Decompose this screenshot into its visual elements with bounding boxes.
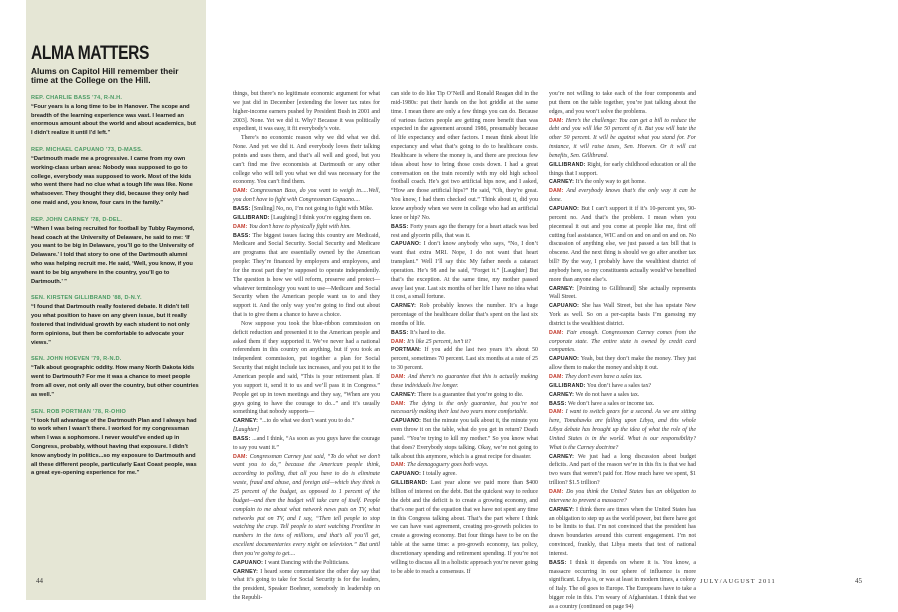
quote-speaker: SEN. JOHN HOEVEN ’79, R-N.D. xyxy=(31,356,122,363)
article-paragraph xyxy=(549,329,696,356)
article-paragraph xyxy=(549,90,696,117)
paragraph-text: [Laughing] I think you’re egging them on. xyxy=(271,214,372,221)
article-paragraph xyxy=(233,426,380,435)
paragraph-text: Congressman Bass, do you want to weigh in.....Well, you don’t have to fight with Congressman Capuano.... xyxy=(233,188,380,204)
sidebar-quote xyxy=(31,147,199,208)
speaker-label: DAM: xyxy=(233,453,248,460)
speaker-label: DAM: xyxy=(233,223,248,230)
quote-speaker: REP. MICHAEL CAPUANO ’73, D-MASS. xyxy=(31,147,143,153)
sidebar-subtitle: Alums on Capitol Hill remember their time at the College on the Hill. xyxy=(31,66,179,86)
speaker-label: CAPUANO: xyxy=(391,241,422,248)
quote-text: “Dartmouth made me a progressive. I came from my own working-class urban area: Nobody was supposed to go to college, everybody was supposed to work. Most of the kids who went there had no clue what a tough life was like. None whatsoever. They thought they did, because they only had one maid and, you know, four cars in the family.” xyxy=(31,156,193,206)
article-paragraph xyxy=(549,355,696,373)
article-paragraph xyxy=(391,470,538,479)
article-paragraph xyxy=(549,117,696,161)
paragraph-text: The biggest issues facing this country are Medicaid, Medicare and Social Security. Social Security and Medicare are programs that are essentially owned by the American people: They’re financed by employers and employees, and for the most part they’re supposed to operate independently. The question is how we will reform, preserve and protect—whatever terminology you want to use—Medicare and Social Security when the American people want us to and they support it. And the only way you’re going to find out about that is to give them a chance to have a choice. xyxy=(233,232,380,319)
article-paragraph xyxy=(391,302,538,329)
speaker-label: BASS: xyxy=(233,232,251,239)
article-paragraph xyxy=(549,400,696,409)
article-paragraph xyxy=(391,329,538,338)
speaker-label: GILLIBRAND: xyxy=(233,214,270,221)
speaker-label: DAM: xyxy=(233,188,248,195)
sidebar-panel xyxy=(26,0,206,600)
article-paragraph xyxy=(233,214,380,223)
quote-text: “Talk about geographic oddity. How many North Dakota kids went to Dartmouth? For me it was a chance to meet people from all over, not only all over the country, but other countries as well.” xyxy=(31,365,199,398)
quote-text: “When I was being recruited for football by Tubby Raymond, head coach at the University of Delaware, he said to me: ‘If you want to be big in Delaware, you’ll go to the University of Delaware.’ I told that story to one of the Dartmouth alumni who was helping recruit me. He said, ‘Well, you know, if you want to be big anywhere in the country, you’ll go to Dartmouth.’ ” xyxy=(31,225,195,285)
article-paragraph xyxy=(391,461,538,470)
article-paragraph xyxy=(549,506,696,559)
speaker-label: DAM: xyxy=(549,374,564,380)
article-paragraph xyxy=(391,400,538,418)
speaker-label: CAPUANO: xyxy=(391,418,422,425)
article-column-3 xyxy=(549,90,696,612)
article-paragraph xyxy=(391,479,538,576)
sidebar-quote xyxy=(31,295,199,347)
quote-speaker: REP. CHARLIE BASS ’74, R-N.H. xyxy=(31,94,123,101)
speaker-label: CARNEY: xyxy=(391,303,417,310)
paragraph-text: I want Dancing with the Politicians. xyxy=(264,559,350,566)
speaker-label: CARNEY: xyxy=(233,418,259,425)
speaker-label: DAM: xyxy=(549,409,564,416)
paragraph-text: Yeah, but they don’t make the money. They just allow them to make the money and ship it out. xyxy=(549,356,696,372)
article-paragraph xyxy=(549,488,696,506)
paragraph-text: And everybody knows that’s the only way it can be done. xyxy=(549,188,696,204)
article-paragraph xyxy=(391,346,538,373)
paragraph-text: You don’t have to physically fight with him. xyxy=(249,223,351,230)
paragraph-text: She has Wall Street, but she has upstate New York as well. So on a per-capita basis I’m guessing my district is the wealthiest district. xyxy=(549,303,696,327)
speaker-label: DAM: xyxy=(391,400,406,407)
paragraph-text: Here’s the challenge: You can get a bill to reduce the debt and you will like 50 percent of it. But you will hate the other 50 percent. It will be against what you stand for. For instance, it will raise taxes, Sen. Hoeven. Or it will cut benefits, Sen. Gillibrand. xyxy=(549,117,697,159)
speaker-label: BASS: xyxy=(391,223,409,230)
paragraph-text: I totally agree. xyxy=(422,471,457,478)
speaker-label: GILLIBRAND: xyxy=(391,480,428,487)
paragraph-text: We don’t have a sales or income tax. xyxy=(567,400,655,407)
speaker-label: DAM: xyxy=(391,374,406,380)
paragraph-text: You don’t have a sales tax? xyxy=(586,382,652,389)
paragraph-text: [Smiling] No, no, I’m not going to fight with Mike. xyxy=(251,205,374,212)
article-paragraph xyxy=(549,178,696,187)
speaker-label: CAPUANO: xyxy=(549,303,580,310)
article-paragraph xyxy=(233,453,380,559)
paragraph-text: I think it depends on where it is. You know, a massacre occurring in our sphere of influence is more significant. Libya is, or was at least in modern times, a colony of Italy. The oil goes to Europe. The Europeans have to take a bigger role in this. I’m weary of Afghanistan. I think that we as a country (continued on page 94) xyxy=(549,559,696,610)
quote-text: “Four years is a long time to be in Hanover. The scope and breadth of the learning experience was vast. I learned an enormous amount about the world and about academics, but I didn’t realize it until I’d left.” xyxy=(31,103,196,137)
paragraph-text: They don’t even have a sales tax. xyxy=(565,374,643,380)
page-number-right: 45 xyxy=(855,577,862,585)
sidebar-quote xyxy=(31,217,199,287)
paragraph-text: Forty years ago the therapy for a heart attack was bed rest and glycerin pills, that was it. xyxy=(391,223,538,239)
quote-text: “I found that Dartmouth really fostered debate. It didn’t tell you what position to have on any given issue, but it really fostered that individual growth by each student to not only form opinions, but then be comfortable to advocate your views.” xyxy=(31,304,190,346)
article-paragraph xyxy=(549,373,696,382)
article-paragraph xyxy=(549,161,696,179)
paragraph-text: I heard some commentator the other day say that what it’s going to take for Social Security is for the leaders, the president, Speaker Boehner, somebody in leadership on the Republi- xyxy=(233,568,380,602)
article-column-1 xyxy=(233,90,380,603)
article-paragraph xyxy=(233,320,380,417)
paragraph-text: “...to do what we don’t want you to do.” xyxy=(259,418,355,425)
paragraph-text: I think there are times when the United States has an obligation to step up as the world power, but there have got to be limits to that. I’m not convinced that the president has drawn boundaries around this current engagement. I’m not convinced, frankly, that Libya meets that test of national interest. xyxy=(549,506,696,557)
article-paragraph xyxy=(233,187,380,205)
paragraph-text: The dying is the only guarantee, but you’re not necessarily making their last two years more comfortable. xyxy=(391,400,538,416)
quote-text: “I took full advantage of the Dartmouth Plan and I always had to work when I wasn’t there. I worked for my congressman when I was a sophomore. I never would’ve ended up in Congress, probably, without having that exposure. I didn’t know anybody in politics...so my exposure to Dartmouth and all these different people, particularly East Coast people, was a great eye-opening experience for me.” xyxy=(31,417,197,477)
speaker-label: BASS: xyxy=(233,205,251,212)
paragraph-text: But I can’t support it if it’s 10-percent yes, 90-percent no. And that’s the problem. I mean when you piecemeal it out and you come at people like me, first off cutting fuel assistance, WIC and on and on and on and on. No discussion of anything else, we just passed a tax bill that is obscene. And the next thing is should we go after another tax bill? By the way, I probably have the wealthiest district of anybody here, so my constituents actually would’ve benefited more than anyone else’s. xyxy=(549,205,696,283)
quote-speaker: SEN. ROB PORTMAN ’78, R-OHIO xyxy=(31,408,127,415)
speaker-label: BASS: xyxy=(233,435,251,442)
article-paragraph xyxy=(391,90,538,223)
paragraph-text: Do you think the United States has an obligation to intervene to prevent a massacre? xyxy=(549,488,696,504)
article-paragraph xyxy=(391,373,538,391)
paragraph-text: I want to switch gears for a second. As we are sitting here, Tomahawks are falling upon Libya, and this whole Libya debate has brought up the idea of what the role of the United States is in the world. What is our responsibility? What is the Carney doctrine? xyxy=(549,409,696,451)
sidebar-quotes xyxy=(31,95,199,478)
paragraph-text: It’s hard to die. xyxy=(409,329,446,336)
page-gutter xyxy=(0,0,26,600)
paragraph-text: There’s no economic reason why we did what we did. None. And yet we did it. And everybody loves their talking points and uses them, and that’s all well and good, but you can’t find me five economists at Dartmouth or any other college who will tell you what we did was necessary for the economy. You can’t find them. xyxy=(233,135,380,186)
speaker-label: DAM: xyxy=(391,462,406,469)
article-paragraph xyxy=(549,453,696,488)
paragraph-text: I don’t know anybody who says, “No, I don’t want that extra MRI. Nope, I do not want that heart transplant.” Well I’ll say this: My father needs a cataract operation. He’s 98 and he said, “Forget it.” [Laughter] But that’s the exception. At the same time, my mother passed away last year. Last six months of her life I have no idea what it cost, a small fortune. xyxy=(391,241,538,301)
paragraph-text: can side to do like Tip O’Neill and Ronald Reagan did in the mid-1980s: put their hands on the hot griddle at the same time. I mean there are only a few things you can do. Because of various factors people are getting more benefit than was expected in the agreement around 1986, presumably because of life expectancy and other factors. I mean think about life expectancy and what that’s going to do to healthcare costs. Healthcare is where the money is, and there are precious few ideas about how to bring those costs down. I had a great conversation on the train recently with my old high school football coach. He’s got two artificial hips now, and I asked, “How are those artificial hips?” He said, “Oh, they’re great. You know, I had them checked out.” Think about it, did you know anybody when we were in college who had an artificial knee or hip? No. xyxy=(391,91,538,221)
speaker-label: CARNEY: xyxy=(549,179,575,186)
article-paragraph xyxy=(549,205,696,285)
article-paragraph xyxy=(233,134,380,187)
folio-date: JULY/AUGUST 2011 xyxy=(700,578,776,585)
speaker-label: CARNEY: xyxy=(549,506,575,513)
article-paragraph xyxy=(391,391,538,400)
speaker-label: GILLIBRAND: xyxy=(549,382,586,389)
article-paragraph xyxy=(233,90,380,134)
article-paragraph xyxy=(549,187,696,205)
article-paragraph xyxy=(233,435,380,453)
article-paragraph xyxy=(391,338,538,347)
speaker-label: CARNEY: xyxy=(549,453,575,460)
article-paragraph xyxy=(549,391,696,400)
paragraph-text: Rob probably knows the number. It’s a huge percentage of the healthcare dollar that’s spent on the last six months of life. xyxy=(391,303,538,327)
quote-speaker: REP. JOHN CARNEY ’78, D-DEL. xyxy=(31,216,123,223)
speaker-label: DAM: xyxy=(391,338,406,345)
paragraph-text: ...and I think, “As soon as you guys have the courage to say you want it.” xyxy=(233,435,381,451)
speaker-label: DAM: xyxy=(549,117,564,124)
speaker-label: DAM: xyxy=(549,488,564,495)
paragraph-text: Congressman Carney just said, “To do what we don’t want you to do,” because the American people think, according to polling, that all you have to do is eliminate waste, fraud and abuse, and foreign aid—which they think is 25 percent of the budget, as opposed to 1 percent of the budget—and then the budget will take care of itself. People complain to me about what network news puts on TV, what networks put on TV, and I say, “Then tell people to stop watching the crap. Tell people to start watching Frontline in numbers in the tens of millions, and that’s all you’ll get, excellent documentaries every night on television.” But until then you’re going to get.... xyxy=(233,453,380,557)
paragraph-text: [Laughter] xyxy=(233,427,260,434)
sidebar-quote xyxy=(31,356,199,399)
article-paragraph xyxy=(233,223,380,232)
speaker-label: BASS: xyxy=(391,329,409,336)
sidebar-title: ALMA MATTERS xyxy=(31,43,149,64)
article-paragraph xyxy=(391,240,538,302)
speaker-label: CARNEY: xyxy=(391,391,417,398)
paragraph-text: It’s the only way to get home. xyxy=(575,179,646,186)
speaker-label: CAPUANO: xyxy=(549,356,580,363)
article-paragraph xyxy=(391,417,538,461)
sidebar-quote xyxy=(31,95,199,138)
speaker-label: CARNEY: xyxy=(549,391,575,398)
sidebar-content xyxy=(31,44,199,478)
paragraph-text: The demagoguery goes both ways. xyxy=(407,462,489,469)
paragraph-text: Right, for early childhood education or all the things that I support. xyxy=(549,161,696,177)
paragraph-text: But the minute you talk about it, the minute you even throw it on the table, what do you get in return? Death panel. “You’re trying to kill my mother.” So you know what that does? Everybody stops talking. Okay, we’re not going to talk about this anymore, which is a great recipe for disaster. xyxy=(391,418,538,460)
speaker-label: CAPUANO: xyxy=(233,559,264,566)
article-paragraph xyxy=(233,232,380,320)
article-paragraph xyxy=(549,408,696,452)
page-number-left: 44 xyxy=(36,577,43,585)
paragraph-text: Last year alone we paid more than $400 billion of interest on the debt. But the quickest way to reduce the debt and the deficit is to create a growing economy, and that’s one part of the equation that we have not spent any time in this Congress talking about. That’s the part where I think we can have vast agreement, creating pro-growth policies to create a growing economy. But four things have to be on the table at the same time: a pro-growth economy, tax policy, discretionary spending and retirement spending. If you’re not willing to discuss all in a holistic approach you’re never going to be able to reach a consensus. If xyxy=(391,480,538,575)
article-paragraph xyxy=(391,223,538,241)
speaker-label: DAM: xyxy=(549,329,564,336)
paragraph-text: [Pointing to Gillibrand] She actually represents Wall Street. xyxy=(549,285,696,301)
speaker-label: PORTMAN: xyxy=(391,347,422,354)
article-column-2 xyxy=(391,90,538,576)
article-paragraph xyxy=(233,568,380,603)
paragraph-text: There is a guarantee that you’re going to die. xyxy=(417,391,524,398)
article-paragraph xyxy=(549,559,696,612)
sidebar-quote xyxy=(31,409,199,479)
speaker-label: GILLIBRAND: xyxy=(549,161,586,168)
paragraph-text: If you add the last two years it’s about 50 percent, sometimes 70 percent. Last six months at a rate of 25 to 30 percent. xyxy=(391,347,538,372)
speaker-label: BASS: xyxy=(549,559,567,566)
paragraph-text: We do not have a sales tax. xyxy=(575,391,640,398)
speaker-label: BASS: xyxy=(549,400,567,407)
speaker-label: CARNEY: xyxy=(549,285,575,292)
paragraph-text: It’s like 25 percent, isn’t it? xyxy=(407,338,471,345)
speaker-label: CAPUANO: xyxy=(549,205,580,212)
speaker-label: CARNEY: xyxy=(233,568,259,575)
article-paragraph xyxy=(233,559,380,568)
speaker-label: DAM: xyxy=(549,188,564,195)
article-paragraph xyxy=(549,285,696,303)
article-paragraph xyxy=(233,417,380,426)
speaker-label: CAPUANO: xyxy=(391,471,422,478)
paragraph-text: you’re not willing to take each of the four components and put them on the table together, you’re just talking about the edges, and you won’t solve the problems. xyxy=(549,91,696,115)
quote-speaker: SEN. KIRSTEN GILLIBRAND ’88, D-N.Y. xyxy=(31,295,142,302)
paragraph-text: Now suppose you took the blue-ribbon commission on deficit reduction and presented it to the American people and asked them if they supported it. We’ve never had a national referendum in this country on anything, but if you took an independent commission, put together a plan for Social Security that might include tax increases, and you put it to the American people and said, “This is your retirement plan. If you support it, send it to us and we’ll pass it in Congress.” People get up in town meetings and they say, “When are you guys going to have the courage to do...” and it’s usually something that nobody supports— xyxy=(233,320,380,416)
paragraph-text: Fair enough. Congressman Carney comes from the corporate state. The entire state is owned by credit card companies. xyxy=(549,329,696,354)
article-paragraph xyxy=(549,302,696,329)
article-paragraph xyxy=(549,382,696,391)
paragraph-text: And there’s no guarantee that this is actually making these individuals live longer. xyxy=(391,374,538,389)
paragraph-text: things, but there’s no legitimate economic argument for what we just did in December [extending the lower tax rates for higher-income earners pushed by President Bush in 2001 and 2003]. None. Yet we did it. Why? Because it was politically expedient, it was easy, it fit everybody’s vote. xyxy=(233,91,380,133)
paragraph-text: We just had a long discussion about budget deficits. And part of the reason we’re in this fix is that we had two wars that weren’t paid for. How much have we spent, $1 trillion? $1.5 trillion? xyxy=(549,453,697,487)
article-paragraph xyxy=(233,205,380,214)
